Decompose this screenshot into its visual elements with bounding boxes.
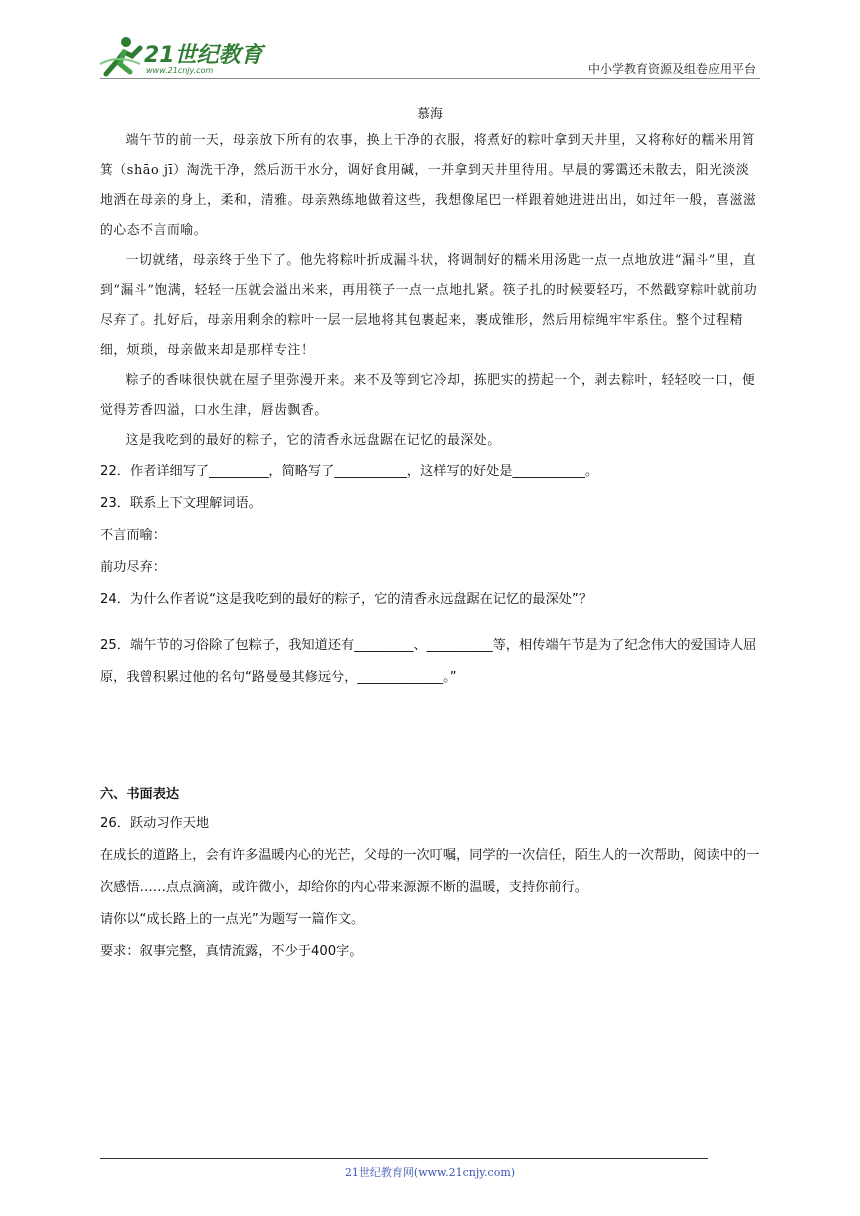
- article-paragraph: 粽子的香味很快就在屋子里弥漫开来。来不及等到它冷却，拣肥实的捞起一个，剥去粽叶，轻轻咬一口，便觉得芳香四溢，口水生津，唇齿飘香。: [100, 373, 756, 418]
- section-heading: 六、书面表达: [100, 787, 180, 802]
- writing-prompt: 在成长的道路上，会有许多温暖内心的光芒，父母的一次叮嘱，同学的一次信任，陌生人的一次帮助，阅读中的一次感悟……点点滴滴，或许微小，却给你的内心带来源源不断的温暖，支持你前行。: [100, 848, 760, 895]
- question-25: 25．端午节的习俗除了包粽子，我知道还有_________、__________等，相传端午节是为了纪念伟大的爱国诗人屈原，我曾积累过他的名句“路曼曼其修远兮，_____________。”: [100, 638, 757, 685]
- footer-text: 21世纪教育网(www.21cnjy.com): [344, 1166, 516, 1179]
- answer-space: [100, 616, 760, 630]
- article-paragraph: 端午节的前一天，母亲放下所有的农事，换上干净的衣服，将煮好的粽叶拿到天井里，又将称好的糯米用筲箕（shāo jī）淘洗干净，然后沥干水分，调好食用碱，一并拿到天井里待用。早晨的雾霭还未散去，阳光淡淡地洒在母亲的身上，柔和，清雅。母亲熟练地做着这些，我想像尾巴一样跟着她进进出出，如过年一般，喜滋滋的心态不言而喻。: [100, 133, 757, 238]
- footer-divider: [100, 1158, 708, 1159]
- logo-url: www.21cnjy.com: [146, 66, 214, 75]
- question-23: 23．联系上下文理解词语。: [100, 496, 262, 511]
- header-divider: [100, 78, 760, 79]
- question-23-term-a: 不言而喻：: [100, 528, 166, 543]
- answer-space: [100, 694, 760, 782]
- writing-task: 请你以“成长路上的一点光”为题写一篇作文。: [100, 912, 365, 927]
- platform-label: 中小学教育资源及组卷应用平台: [587, 62, 756, 76]
- writing-requirement: 要求：叙事完整，真情流露，不少于400字。: [100, 944, 363, 959]
- question-23-term-b: 前功尽弃：: [100, 560, 166, 575]
- logo-text: 21世纪教育: [144, 43, 263, 68]
- article-paragraph: 一切就绪，母亲终于坐下了。他先将粽叶折成漏斗状，将调制好的糯米用汤匙一点一点地放进“漏斗”里，直到“漏斗”饱满，轻轻一压就会溢出米来，再用筷子一点一点地扎紧。筷子扎的时候要轻巧，不然戳穿粽叶就前功尽弃了。扎好后，母亲用剩余的粽叶一层一层地将其包裹起来，裹成锥形，然后用棕绳牢牢系住。整个过程精细，烦琐，母亲做来却是那样专注！: [100, 253, 758, 358]
- question-22: 22．作者详细写了_________，简略写了___________，这样写的好处是___________。: [100, 464, 599, 479]
- question-24: 24．为什么作者说“这是我吃到的最好的粽子，它的清香永远盘踞在记忆的最深处”？: [100, 592, 593, 607]
- page-content: [100, 104, 760, 968]
- article-title: 慕海: [416, 107, 443, 122]
- page-header: [0, 0, 860, 82]
- question-26: 26．跃动习作天地: [100, 816, 210, 831]
- article-paragraph: 这是我吃到的最好的粽子，它的清香永远盘踞在记忆的最深处。: [125, 433, 501, 448]
